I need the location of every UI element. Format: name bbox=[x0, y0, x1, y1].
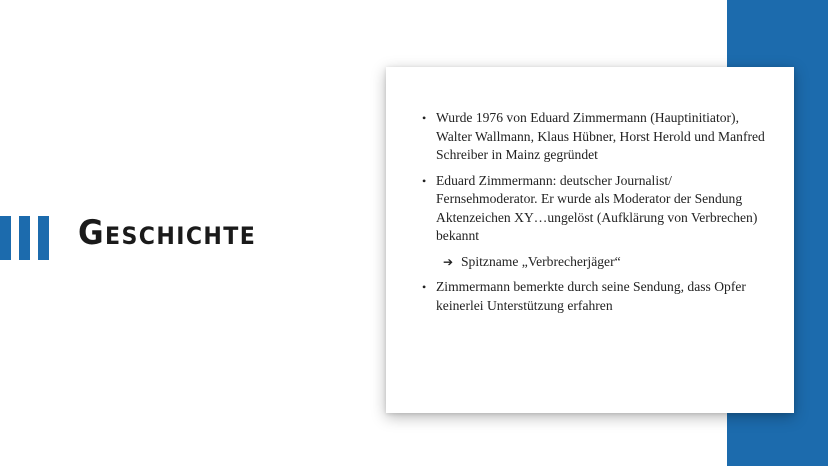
slide-title: Geschichte bbox=[78, 213, 257, 253]
arrow-item bbox=[436, 253, 766, 272]
bullet-dot-icon: • bbox=[422, 173, 427, 188]
content-card bbox=[386, 67, 794, 413]
accent-bar bbox=[19, 216, 30, 260]
arrow-text: Spitzname „Verbrecherjäger“ bbox=[461, 253, 621, 269]
bullet-dot-icon: • bbox=[422, 280, 427, 294]
right-arrow-icon: ➔ bbox=[443, 254, 454, 269]
bullet-item bbox=[422, 278, 766, 315]
bullet-item bbox=[422, 109, 766, 165]
bullet-dot-icon: • bbox=[422, 111, 427, 125]
bullet-text: Wurde 1976 von Eduard Zimmermann (Hauptinitiator), Walter Wallmann, Klaus Hübner, Horst Herold und Manfred Schreiber in Mainz gegründet bbox=[436, 110, 765, 162]
bullet-text: Eduard Zimmermann: deutscher Journalist/ Fernsehmoderator. Er wurde als Moderator der Sendung Aktenzeichen XY…ungelöst (Aufklärung von Verbrechen) bekannt bbox=[436, 172, 758, 243]
title-accent-bars bbox=[0, 216, 57, 260]
bullet-list bbox=[386, 67, 794, 315]
bullet-item bbox=[422, 172, 766, 246]
bullet-text: Zimmermann bemerkte durch seine Sendung, dass Opfer keinerlei Unterstützung erfahren bbox=[436, 279, 746, 313]
accent-bar bbox=[38, 216, 49, 260]
accent-bar bbox=[0, 216, 11, 260]
